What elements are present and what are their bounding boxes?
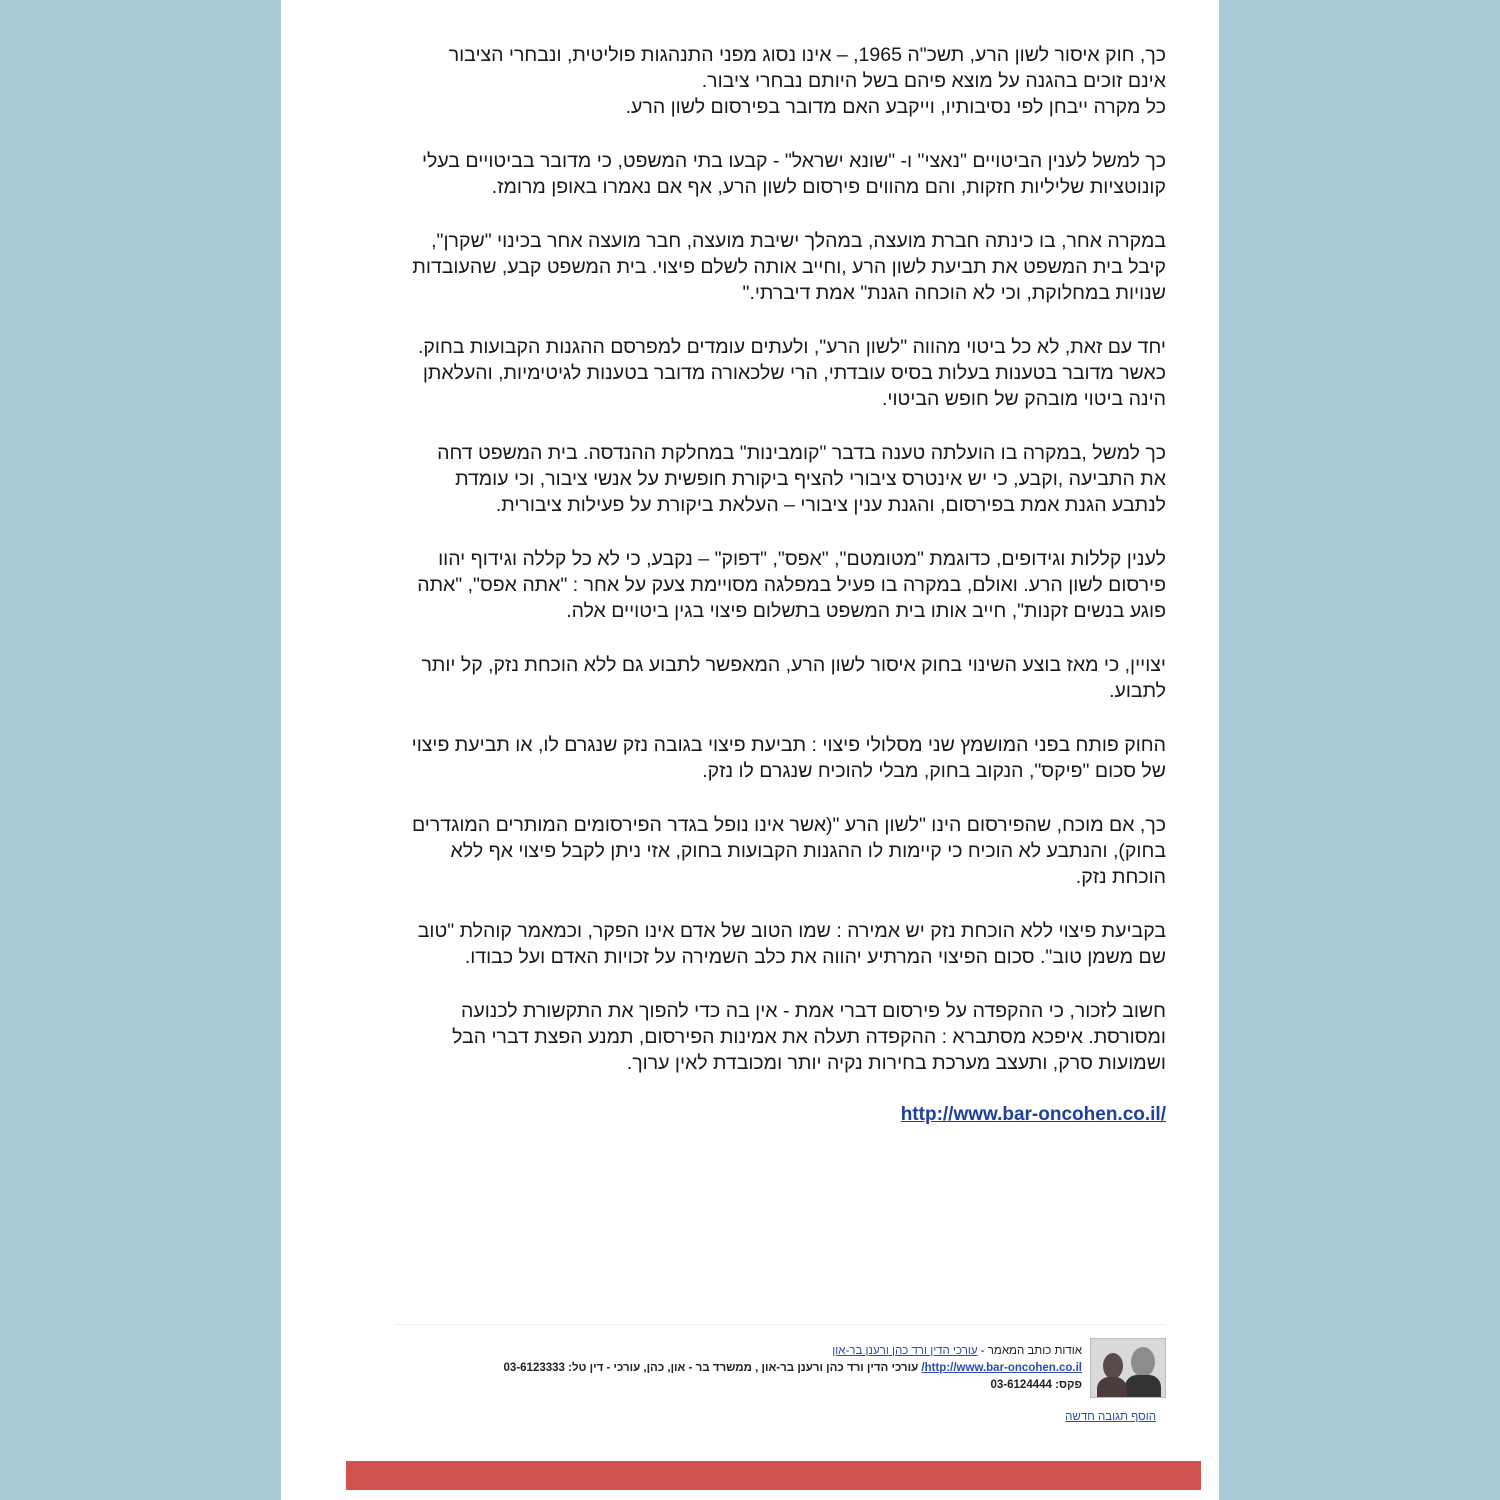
authors-link[interactable]: עורכי הדין ורד כהן ורענן בר-און: [832, 1345, 978, 1357]
author-details: עורכי הדין ורד כהן ורענן בר-און , ממשרד בר - און, כהן, עורכי - דין טל: 03-6123333: [503, 1362, 922, 1374]
paragraph: כך, אם מוכח, שהפירסום הינו "לשון הרע "(אשר אינו נופל בגדר הפירסומים המותרים המוגדרים בחוק), והנתבע לא הוכיח כי קיימות לו ההגנות הקבועות בחוק, אזי ניתן לקבל פיצוי אף ללא הוכחת נזק.: [411, 814, 1166, 888]
website-link[interactable]: http://www.bar-oncohen.co.il/: [900, 1104, 1166, 1125]
author-site-link[interactable]: http://www.bar-oncohen.co.il/: [921, 1362, 1082, 1374]
footer-bar: [346, 1461, 1201, 1490]
paragraph: בקביעת פיצוי ללא הוכחת נזק יש אמירה : שמו הטוב של אדם אינו הפקר, וכמאמר קוהלת "טוב שם משמן טוב". סכום הפיצוי המרתיע יהווה את כלב השמירה על זכויות האדם ועל כבודו.: [417, 920, 1166, 968]
about-author-label: אודות כותב המאמר -: [977, 1345, 1082, 1357]
author-fax: פקס: 03-6124444: [990, 1379, 1082, 1391]
author-box: [394, 1324, 1166, 1435]
paragraph: כך, חוק איסור לשון הרע, תשכ"ה 1965, – אינו נסוג מפני התנהגות פוליטית, ונבחרי הציבור אינם זוכים בהגנה על מוצא פיהם בשל היותם נבחרי ציבור. כל מקרה ייבחן לפי נסיבותיו, וייקבע האם מדובר בפירסום לשון הרע.: [448, 44, 1166, 118]
paragraph: לענין קללות וגידופים, כדוגמת "מטומטם", "אפס", "דפוק" – נקבע, כי לא כל קללה וגידוף יהוו פירסום לשון הרע. ואולם, במקרה בו פעיל במפלגה מסויימת צעק על אחר : "אתה אפס", "אתה פוגע בנשים זקנות", חייב אותו בית המשפט בתשלום פיצוי בגין ביטויים אלה.: [417, 548, 1166, 622]
document-page: [281, 0, 1219, 1500]
author-line-1: [504, 1343, 1082, 1360]
author-info: [504, 1343, 1082, 1394]
paragraph: חשוב לזכור, כי ההקפדה על פירסום דברי אמת - אין בה כדי להפוך את התקשורת לכנועה ומסורסת. איפכא מסתברא : ההקפדה תעלה את אמינות הפירסום, תמנע הפצת דברי הבל ושמועות סרק, ותעצב מערכת בחירות נקיה יותר ומכובדת לאין ערוך.: [452, 1000, 1166, 1074]
paragraph: החוק פותח בפני המושמץ שני מסלולי פיצוי : תביעת פיצוי בגובה נזק שנגרם לו, או תביעת פיצוי של סכום "פיקס", הנקוב בחוק, מבלי להוכיח שנגרם לו נזק.: [411, 734, 1166, 782]
paragraph: במקרה אחר, בו כינתה חברת מועצה, במהלך ישיבת מועצה, חבר מועצה אחר בכינוי "שקרן", קיבל בית המשפט את תביעת לשון הרע ,וחייב אותה לשלם פיצוי. בית המשפט קבע, שהעובדות שנויות במחלוקת, וכי לא הוכחה הגנת" אמת דיברתי.": [412, 230, 1166, 304]
add-comment-link[interactable]: הוסף תגובה חדשה: [1065, 1411, 1156, 1423]
paragraph: כך למשל ,במקרה בו הועלתה טענה בדבר "קומבינות" במחלקת ההנדסה. בית המשפט דחה את התביעה ,וקבע, כי יש אינטרס ציבורי להציף ביקורת חופשית על אנשי ציבור, וכי עומדת לנתבע הגנת אמת בפירסום, והגנת ענין ציבורי – העלאת ביקורת על פעילות ציבורית.: [437, 442, 1166, 516]
author-line-3: [504, 1377, 1082, 1394]
website-link-line: [331, 1104, 1166, 1126]
author-line-2: [504, 1360, 1082, 1377]
paragraph: יצויין, כי מאז בוצע השינוי בחוק איסור לשון הרע, המאפשר לתבוע גם ללא הוכחת נזק, קל יותר לתבוע.: [421, 654, 1166, 702]
paragraph: יחד עם זאת, לא כל ביטוי מהווה "לשון הרע", ולעתים עומדים למפרסם ההגנות הקבועות בחוק. כאשר מדובר בטענות בעלות בסיס עובדתי, הרי שלכאורה מדובר בטענות לגיטימיות, והעלאתן הינה ביטוי מובהק של חופש הביטוי.: [417, 336, 1166, 410]
paragraph: כך למשל לענין הביטויים "נאצי" ו- "שונא ישראל" - קבעו בתי המשפט, כי מדובר בביטויים בעלי קונוטציות שליליות חזקות, והם מהווים פירסום לשון הרע, אף אם נאמרו באופן מרומז.: [421, 150, 1166, 198]
article-body: [331, 42, 1166, 1126]
author-photo: [1090, 1338, 1166, 1398]
